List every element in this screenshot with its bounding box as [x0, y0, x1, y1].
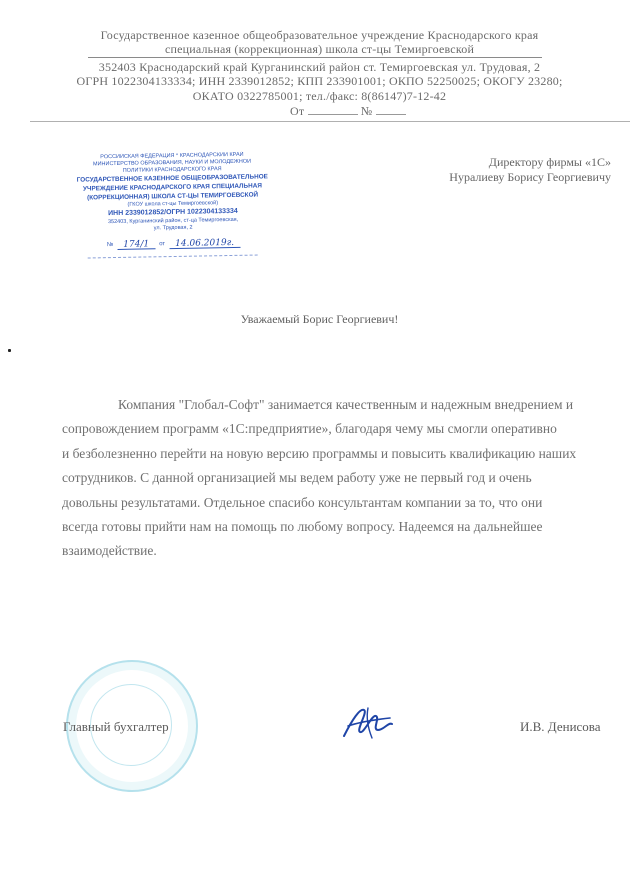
from-blank	[308, 114, 358, 115]
stamp-line: УЧРЕЖДЕНИЕ КРАСНОДАРСКОГО КРАЯ СПЕЦИАЛЬНАЯ	[82, 182, 262, 193]
recipient-block	[449, 155, 611, 185]
body-line: взаимодействие.	[62, 543, 157, 559]
registration-stamp	[76, 151, 270, 284]
stamp-ref-number: 174/1	[117, 241, 155, 250]
stamp-inn-ogrn: ИНН 2339012852/ОГРН 1022304133334	[108, 207, 238, 218]
recipient-title: Директору фирмы «1С»	[488, 155, 611, 169]
body-line: сопровождением программ «1С:предприятие», благодаря чему мы смогли оперативно	[62, 421, 557, 437]
stamp-registration	[77, 239, 269, 250]
stamp-line: МИНИСТЕРСТВО ОБРАЗОВАНИЯ, НАУКИ И МОЛОДЕЖНОЙ	[92, 158, 252, 168]
header-bottom-rule	[30, 121, 630, 122]
stamp-line: (КОРРЕКЦИОННАЯ) ШКОЛА СТ-ЦЫ ТЕМИРГОЕВСКОЙ	[87, 191, 259, 202]
stamp-date-label: от	[159, 241, 166, 248]
stamp-no-label: №	[106, 242, 114, 249]
body-line: всегда готовы прийти нам на помощь по любому вопросу. Надеемся на дальнейшее	[62, 519, 543, 535]
org-name-line-1: Государственное казенное общеобразовательное учреждение Краснодарского края	[100, 28, 539, 42]
org-name-line-2: специальная (коррекционная) школа ст-цы Темиргоевской	[164, 42, 475, 56]
from-label: От	[290, 104, 305, 118]
org-address: 352403 Краснодарский край Курганинский район ст. Темиргоевская ул. Трудовая, 2	[98, 60, 541, 74]
stamp-dash-row	[88, 254, 258, 259]
stamp-line: ПОЛИТИКИ КРАСНОДАРСКОГО КРАЯ	[122, 166, 222, 174]
handwritten-signature	[338, 700, 398, 742]
stamp-address: 352403, Курганинский район, ст-ца Темиргоевская,	[107, 216, 239, 226]
org-okato: ОКАТО 0322785001; тел./факс: 8(86147)7-12-42	[192, 89, 447, 103]
body-line: довольны результатами. Отдельное спасибо консультантам компании за то, что они	[62, 494, 543, 510]
stamp-line: РОССИЙСКАЯ ФЕДЕРАЦИЯ * КРАСНОДАРСКИЙ КРАЙ	[100, 151, 244, 161]
signatory-role: Главный бухгалтер	[63, 719, 169, 734]
scan-speck	[8, 349, 11, 352]
stamp-address: ул. Трудовая, 2	[153, 224, 193, 232]
org-codes: ОГРН 1022304133334; ИНН 2339012852; КПП 233901001; ОКПО 52250025; ОКОГУ 23280;	[76, 74, 563, 88]
body-line: сотрудников. С данной организацией мы ведем работу уже не первый год и очень	[62, 470, 532, 486]
signatory-name: И.В. Денисова	[520, 719, 601, 734]
stamp-date-value: 14.06.2019г.	[169, 240, 240, 249]
number-label: №	[360, 104, 373, 118]
recipient-name: Нуралиеву Борису Георгиевичу	[449, 170, 611, 184]
salutation: Уважаемый Борис Георгиевич!	[240, 312, 399, 326]
number-blank	[376, 114, 406, 115]
body-line: Компания "Глобал-Софт" занимается качественным и надежным внедрением и	[118, 397, 574, 412]
stamp-line: (ГКОУ школа ст-цы Темиргоевской)	[127, 200, 219, 208]
letter-body	[62, 393, 639, 564]
body-line: и безболезненно перейти на новую версию программы и повысить квалификацию наших	[62, 445, 577, 461]
from-field	[290, 104, 406, 119]
header-divider	[88, 57, 542, 58]
stamp-line: ГОСУДАРСТВЕННОЕ КАЗЕННОЕ ОБЩЕОБРАЗОВАТЕЛЬНОЕ	[76, 173, 268, 184]
